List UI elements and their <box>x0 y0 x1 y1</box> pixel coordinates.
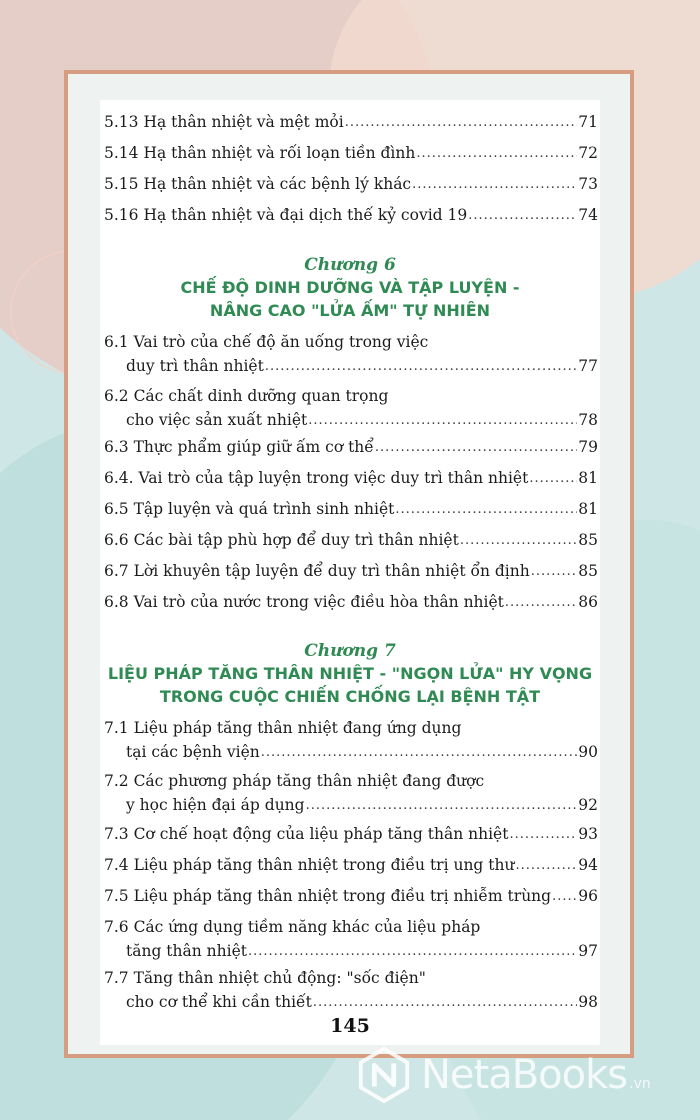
leader-dots <box>416 143 577 165</box>
toc-entry <box>104 915 598 963</box>
toc-entry-title: 6.8 Vai trò của nước trong việc điều hòa thân nhiệt <box>104 593 504 611</box>
chapter-label: Chương 6 <box>304 255 396 275</box>
leader-dots <box>345 112 578 134</box>
watermark-brand: NetaBooks <box>421 1052 628 1098</box>
toc-entry-page: 92 <box>578 796 598 814</box>
toc-entry <box>104 716 598 764</box>
toc-entry-title: 7.3 Cơ chế hoạt động của liệu pháp tăng thân nhiệt <box>104 825 509 843</box>
leader-dots <box>412 174 577 196</box>
toc-entry-title: duy trì thân nhiệt <box>126 357 264 375</box>
leader-dots <box>552 886 577 908</box>
leader-dots <box>468 205 577 227</box>
toc-entry-title: 6.2 Các chất dinh dưỡng quan trọng <box>104 387 389 405</box>
leader-dots <box>531 561 578 583</box>
toc-entry-page: 73 <box>578 175 598 193</box>
toc-entry-page: 96 <box>578 887 598 905</box>
toc-entry-title: 6.4. Vai trò của tập luyện trong việc duy trì thân nhiệt <box>104 469 529 487</box>
toc-entry-page: 85 <box>578 562 598 580</box>
toc-entry-page: 78 <box>578 411 598 429</box>
toc-entry-title: tại các bệnh viện <box>126 743 260 761</box>
toc-entry-title: 5.13 Hạ thân nhiệt và mệt mỏi <box>104 113 344 131</box>
leader-dots <box>375 437 577 459</box>
toc-entry-title: 7.5 Liệu pháp tăng thân nhiệt trong điều trị nhiễm trùng <box>104 887 552 905</box>
toc-entry-page: 97 <box>578 942 598 960</box>
chapter-title: LIỆU PHÁP TĂNG THÂN NHIỆT - "NGỌN LỬA" HY VỌNG <box>107 664 593 683</box>
watermark-suffix: .vn <box>629 1076 651 1092</box>
toc-entry-title: tăng thân nhiệt <box>126 942 247 960</box>
toc-entry <box>104 497 598 521</box>
leader-dots <box>265 356 577 378</box>
toc-entry <box>104 330 598 378</box>
chapter-title: TRONG CUỘC CHIẾN CHỐNG LẠI BỆNH TẬT <box>159 687 541 706</box>
toc-entry-title: 5.15 Hạ thân nhiệt và các bệnh lý khác <box>104 175 412 193</box>
leader-dots <box>395 499 577 521</box>
toc-entry-title: 6.6 Các bài tập phù hợp để duy trì thân nhiệt <box>104 531 459 549</box>
toc-entry-title: 7.7 Tăng thân nhiệt chủ động: "sốc điện" <box>104 969 426 987</box>
leader-dots <box>313 992 577 1014</box>
toc-entry-page: 93 <box>578 825 598 843</box>
leader-dots <box>509 824 577 846</box>
chapter-label: Chương 7 <box>304 641 396 661</box>
leader-dots <box>261 742 578 764</box>
toc-entry-page: 90 <box>578 743 598 761</box>
toc-entry-title: 7.1 Liệu pháp tăng thân nhiệt đang ứng dụng <box>104 719 462 737</box>
toc-entry-title: 6.7 Lời khuyên tập luyện để duy trì thân nhiệt ổn định <box>104 562 530 580</box>
toc-entry-title: cho việc sản xuất nhiệt <box>126 411 308 429</box>
toc-entry-page: 86 <box>578 593 598 611</box>
toc-entry-page: 71 <box>578 113 598 131</box>
toc-entry-title: 7.4 Liệu pháp tăng thân nhiệt trong điều trị ung thư <box>104 856 515 874</box>
leader-dots <box>306 795 578 817</box>
toc-entry <box>104 528 598 552</box>
toc-entry-title: 5.14 Hạ thân nhiệt và rối loạn tiền đình <box>104 144 416 162</box>
toc-entry <box>104 203 598 227</box>
toc-entry <box>104 966 598 1014</box>
toc-entry <box>104 110 598 134</box>
leader-dots <box>515 855 577 877</box>
leader-dots <box>460 530 577 552</box>
toc-entry-title: 5.16 Hạ thân nhiệt và đại dịch thế kỷ covid 19 <box>104 206 468 224</box>
toc-entry-title: y học hiện đại áp dụng <box>126 796 305 814</box>
chapter-title: NÂNG CAO "LỬA ẤM" TỰ NHIÊN <box>209 301 491 320</box>
leader-dots <box>248 941 577 963</box>
toc-entry-title: cho cơ thể khi cần thiết <box>126 993 312 1011</box>
toc-entry-page: 72 <box>578 144 598 162</box>
toc-entry-page: 85 <box>578 531 598 549</box>
toc-entry <box>104 853 598 877</box>
toc-entry-title: 6.1 Vai trò của chế độ ăn uống trong việc <box>104 333 429 351</box>
toc-entry <box>104 559 598 583</box>
leader-dots <box>529 468 577 490</box>
chapter-title: CHẾ ĐỘ DINH DƯỠNG VÀ TẬP LUYỆN - <box>180 278 520 297</box>
toc-entry <box>104 141 598 165</box>
toc-entry-title: 6.5 Tập luyện và quá trình sinh nhiệt <box>104 500 395 518</box>
toc-entry-title: 7.2 Các phương pháp tăng thân nhiệt đang được <box>104 772 485 790</box>
toc-entry <box>104 590 598 614</box>
page-number: 145 <box>330 1015 370 1037</box>
toc-entry <box>104 466 598 490</box>
toc-entry-page: 74 <box>578 206 598 224</box>
toc-entry <box>104 769 598 817</box>
watermark <box>355 1045 695 1105</box>
toc-entry-page: 79 <box>578 438 598 456</box>
toc-entry <box>104 384 598 432</box>
leader-dots <box>505 592 577 614</box>
leader-dots <box>308 410 577 432</box>
toc-entry <box>104 172 598 196</box>
toc-entry <box>104 822 598 846</box>
toc-entry-page: 94 <box>578 856 598 874</box>
toc-entry <box>104 435 598 459</box>
toc-entry-page: 98 <box>578 993 598 1011</box>
toc-entry-page: 81 <box>578 469 598 487</box>
toc-entry-title: 7.6 Các ứng dụng tiềm năng khác của liệu pháp <box>104 918 481 936</box>
netabooks-logo-icon <box>355 1046 413 1104</box>
toc-entry-title: 6.3 Thực phẩm giúp giữ ấm cơ thể <box>104 438 374 456</box>
book-page <box>100 100 600 1045</box>
toc-entry <box>104 884 598 908</box>
toc-entry-page: 77 <box>578 357 598 375</box>
toc-entry-page: 81 <box>578 500 598 518</box>
